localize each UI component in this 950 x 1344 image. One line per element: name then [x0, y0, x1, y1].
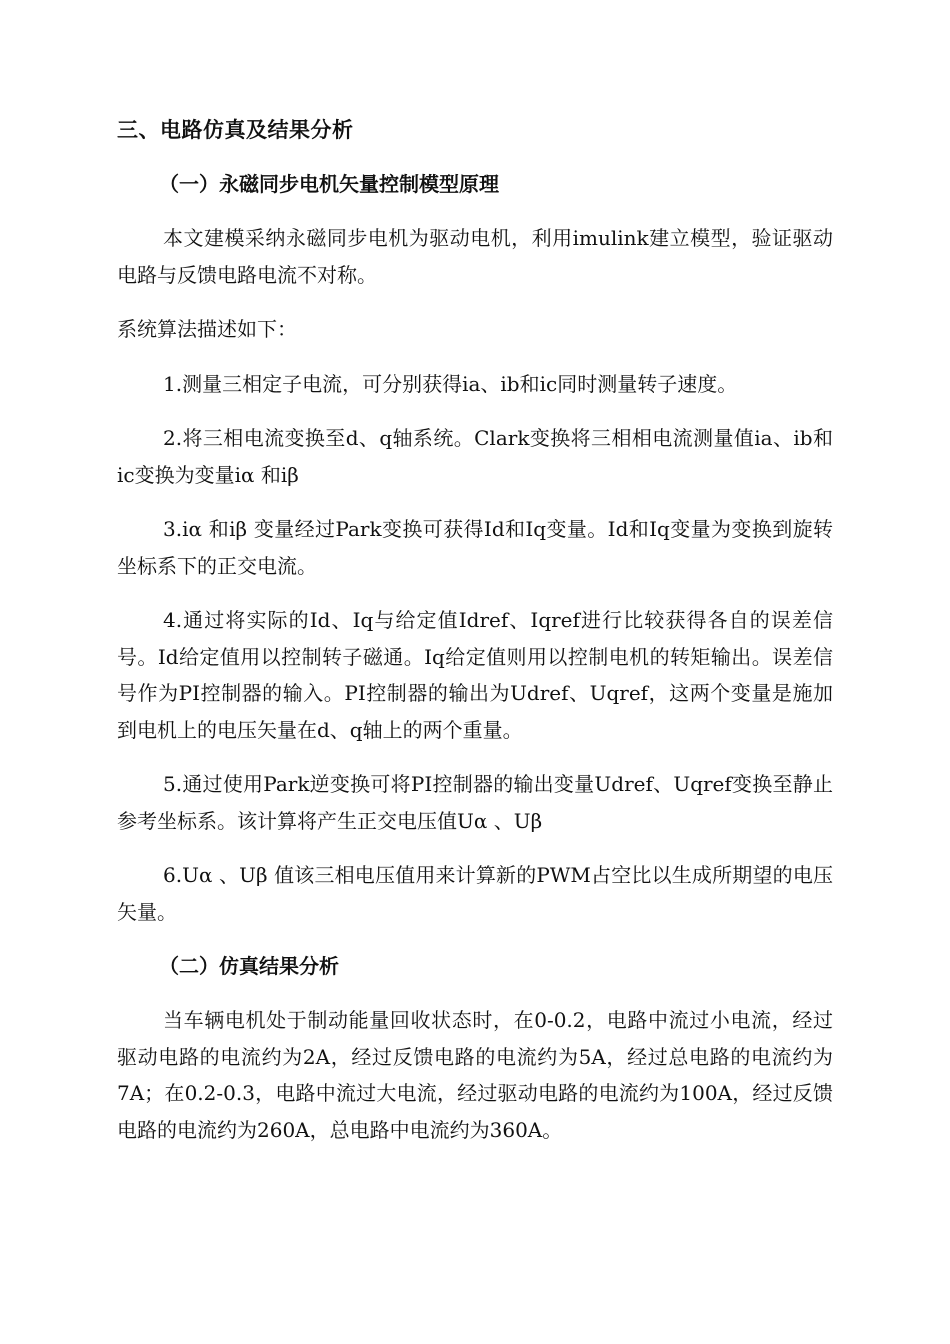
- algorithm-step-1: 1.测量三相定子电流，可分别获得ia、ib和ic同时测量转子速度。: [163, 371, 738, 396]
- algorithm-step-4: 4.通过将实际的Id、Iq与给定值Idref、Iqref进行比较获得各自的误差信号。Id给定值用以控制转子磁通。Iq给定值则用以控制电机的转矩输出。误差信号作为PI控制器的输入。PI控制器的输出为Udref、Uqref，这两个变量是施加到电机上的电压矢量在d、q轴上的两个重量。: [117, 608, 833, 742]
- algorithm-step-2: 2.将三相电流变换至d、q轴系统。Clark变换将三相相电流测量值ia、ib和ic变换为变量iα 和iβ: [117, 426, 833, 487]
- intro-paragraph: 本文建模采纳永磁同步电机为驱动电机，利用imulink建立模型，验证驱动电路与反馈电路电流不对称。: [117, 226, 833, 287]
- section-title: 三、电路仿真及结果分析: [117, 118, 354, 142]
- document-body: [117, 112, 833, 1166]
- algorithm-step-3: 3.iα 和iβ 变量经过Park变换可获得Id和Iq变量。Id和Iq变量为变换到旋转坐标系下的正交电流。: [117, 517, 833, 578]
- subsection-title-model-principle: （一）永磁同步电机矢量控制模型原理: [159, 172, 499, 196]
- algorithm-step-5: 5.通过使用Park逆变换可将PI控制器的输出变量Udref、Uqref变换至静止参考坐标系。该计算将产生正交电压值Uα 、Uβ: [117, 772, 833, 833]
- algorithm-step-6: 6.Uα 、Uβ 值该三相电压值用来计算新的PWM占空比以生成所期望的电压矢量。: [117, 863, 833, 924]
- results-paragraph: 当车辆电机处于制动能量回收状态时，在0-0.2，电路中流过小电流，经过驱动电路的电流约为2A，经过反馈电路的电流约为5A，经过总电路的电流约为7A；在0.2-0.3，电路中流过大电流，经过驱动电路的电流约为100A，经过反馈电路的电流约为260A，总电路中电流约为360A。: [117, 1008, 833, 1142]
- algorithm-label: 系统算法描述如下：: [117, 317, 297, 341]
- subsection-title-simulation-results: （二）仿真结果分析: [159, 954, 339, 978]
